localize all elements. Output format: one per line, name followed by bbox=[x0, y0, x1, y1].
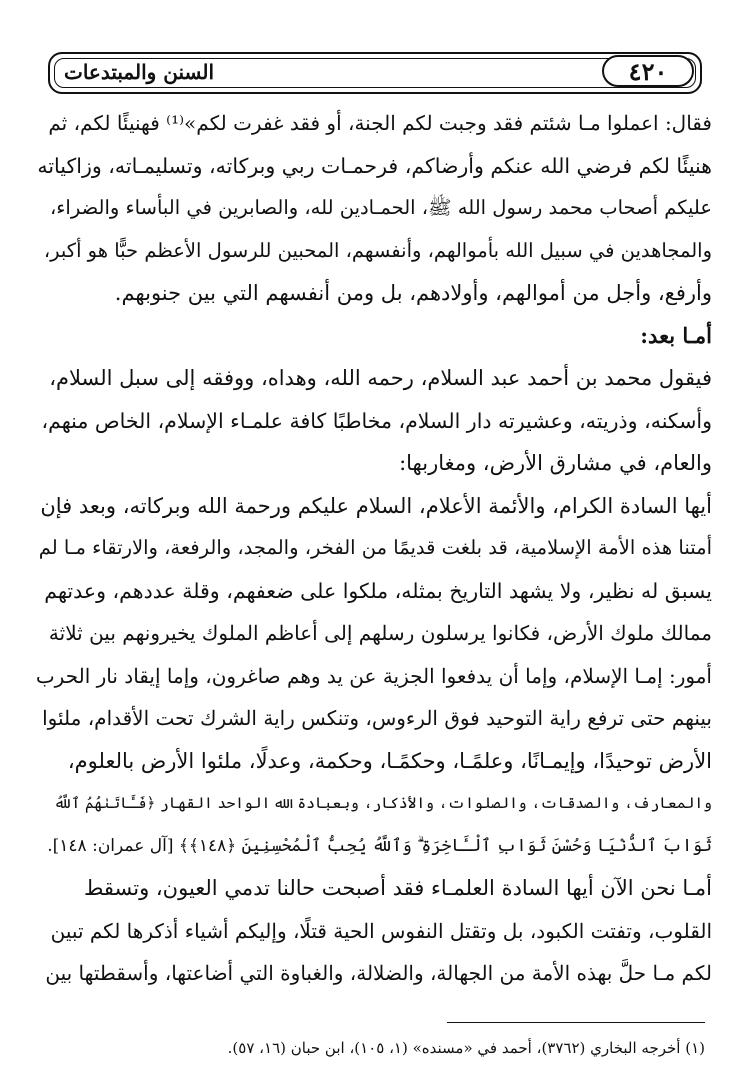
text-line: فيقول محمد بن أحمد عبد السلام، رحمه الله، وهداه، ووفقه إلى سبل السلام، bbox=[49, 366, 712, 390]
text-line: عليكم أصحاب محمد رسول الله ﷺ، الحمـادين لله، والصابرين في البأساء والضراء، bbox=[49, 196, 712, 219]
section-heading: أمـا بعد: bbox=[640, 322, 712, 348]
main-text bbox=[36, 102, 712, 995]
text-line: فقال: اعملوا مـا شئتم فقد وجبت لكم الجنة، أو فقد غفرت لكم»⁽¹⁾ فهنيئًا لكم، ثم bbox=[48, 111, 712, 135]
text-line: والمجاهدين في سبيل الله بأموالهم، وأنفسهم، المحبين للرسول الأعظم حبًّا هو أكبر، bbox=[43, 238, 712, 262]
text-line: لكم مـا حلَّ بهذه الأمة من الجهالة، والضلالة، والغباوة التي أضاعتها، وأسقطتها بين bbox=[45, 961, 712, 985]
page-number: ٤٢٠ bbox=[602, 55, 694, 87]
text-line: أمتنا هذه الأمة الإسلامية، قد بلغت قديمًا من الفخر، والمجد، والرفعة، والارتقاء مـا لم bbox=[38, 536, 712, 559]
text-line: أمور: إمـا الإسلام، وإما أن يدفعوا الجزية عن يد وهم صاغرون، وإما إيقاد نار الحرب bbox=[36, 663, 712, 688]
text-line: وأسكنه، وذريته، وعشيرته دار السلام، مخاطبًا كافة علمـاء الإسلام، الخاص منهم، bbox=[41, 408, 712, 433]
footnote-divider bbox=[447, 1022, 705, 1023]
text-line: يسبق له نظير، ولا يشهد التاريخ بمثله، ملكوا على ضعفهم، وقلة عددهم، وعدتهم bbox=[44, 578, 712, 603]
text-line: ممالك ملوك الأرض، فكانوا يرسلون رسلهم إلى أعاظم الملوك يخيرونهم بين ثلاثة bbox=[48, 621, 712, 645]
text-line: والمعارف، والصدقات، والصلوات، والأذكار، وبعبادة الله الواحد القهار ﴿فَـَٔاتَىٰهُمُ ٱللَّهُ bbox=[53, 794, 712, 812]
text-line: القلوب، وتفتت الكبود، بل وتقتل النفوس الحية قتلًا، وإليكم أشياء أذكرها لكم تبين bbox=[50, 918, 712, 943]
text-line: أيها السادة الكرام، والأئمة الأعلام، السلام عليكم ورحمة الله وبركاته، وبعد فإن bbox=[40, 493, 712, 518]
page-header bbox=[48, 52, 702, 94]
quran-verse-line: ثَوَابَ ٱلدُّنْيَا وَحُسْنَ ثَوَابِ ٱلْـَٔاخِرَةِ ۗ وَٱللَّهُ يُحِبُّ ٱلْمُحْسِنِينَ ﴿١٤٨﴾﴾ [آل عمران: ١٤٨]. bbox=[47, 835, 712, 856]
text-line: الأرض توحيدًا، وإيمـانًا، وعلمًـا، وحكمًـا، وحكمة، وعدلًا، ملئوا الأرض بالعلوم، bbox=[67, 748, 712, 773]
text-line: بينهم حتى ترفع راية التوحيد فوق الرءوس، وتنكس راية الشرك تحت الأقدام، ملئوا bbox=[42, 706, 712, 730]
text-line: وأرفع، وأجل من أموالهم، وأولادهم، بل ومن أنفسهم التي بين جنوبهم. bbox=[114, 281, 712, 305]
text-line: هنيئًا لكم فرضي الله عنكم وأرضاكم، فرحمـات ربي وبركاته، وتسليمـاته، وزاكياته bbox=[37, 153, 712, 178]
running-title: السنن والمبتدعات bbox=[64, 60, 215, 84]
text-line: والعام، في مشارق الأرض، ومغاربها: bbox=[399, 451, 712, 475]
text-line: أمـا نحن الآن أيها السادة العلمـاء فقد أصبحت حالنا تدمي العيون، وتسقط bbox=[83, 876, 712, 900]
footnote: (١) أخرجه البخاري (٣٧٦٢)، أحمد في «مسنده» (١، ١٠٥)، ابن حبان (١٦، ٥٧). bbox=[227, 1039, 705, 1057]
